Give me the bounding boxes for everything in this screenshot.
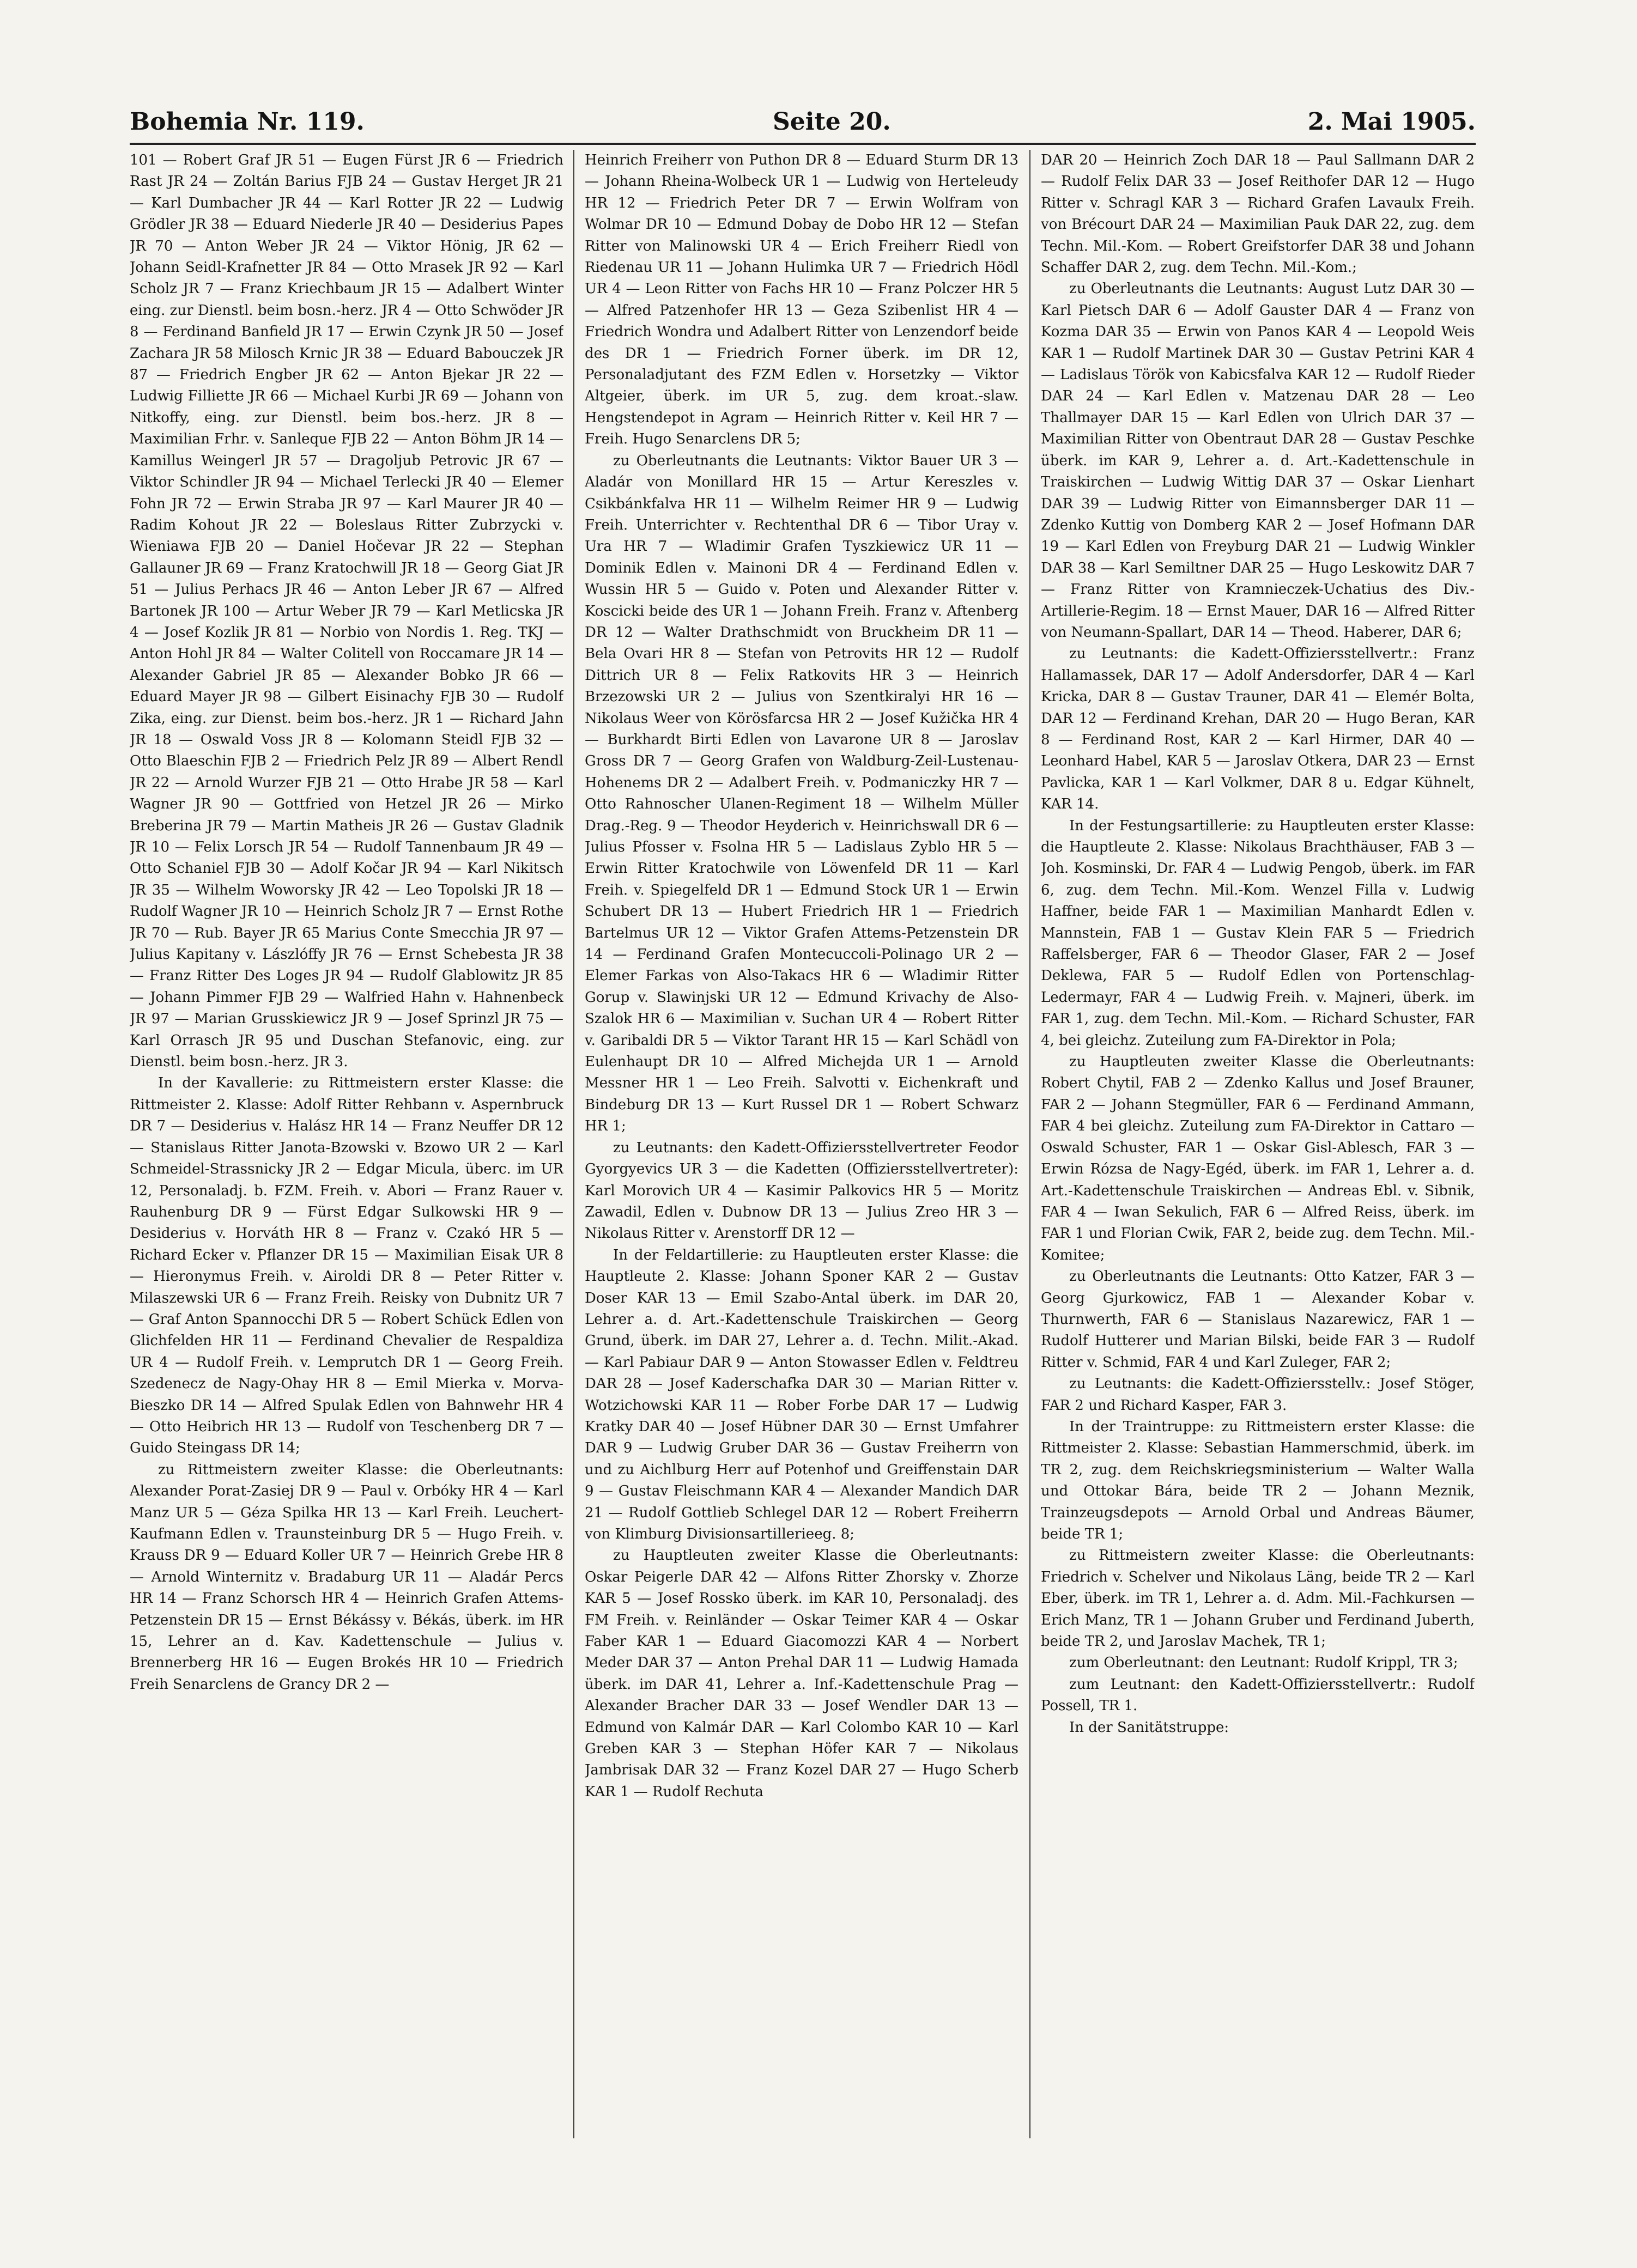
paragraph: zu Oberleutnants die Leutnants: August Lutz DAR 30 — Karl Pietsch DAR 6 — Adolf Gauster DAR 4 — Franz von Kozma DAR 35 — Erwin von Panos KAR 4 — Leopold Weis KAR 1 — Rudolf Martinek DAR 30 — Gustav Petrini KAR 4 — Ladislaus Török von Kabicsfalva KAR 12 — Rudolf Rieder DAR 24 — Karl Edlen v. Matzenau DAR 28 — Leo Thallmayer DAR 15 — Karl Edlen von Ulrich DAR 37 — Maximilian Ritter von Obentraut DAR 28 — Gustav Peschke überk. im KAR 9, Lehrer a. d. Art.-Kadettenschule in Traiskirchen — Ludwig Wittig DAR 37 — Oskar Lienhart DAR 39 — Ludwig Ritter von Eimannsberger DAR 11 — Zdenko Kuttig von Domberg KAR 2 — Josef Hofmann DAR 19 — Karl Edlen von Freyburg DAR 21 — Ludwig Winkler DAR 38 — Karl Semiltner DAR 25 — Hugo Leskowitz DAR 7 — Franz Ritter von Kramnieczek-Uchatius des Div.-Artillerie-Regim. 18 — Ernst Mauer, DAR 16 — Alfred Ritter von Neumann-Spallart, DAR 14 — Theod. Haberer, DAR 6; [1041, 281, 1475, 641]
paragraph: zum Leutnant: den Kadett-Offiziersstellvertr.: Rudolf Possell, TR 1. [1041, 1676, 1475, 1714]
page-header [130, 108, 1476, 146]
column-divider [1029, 150, 1030, 2138]
paragraph: zu Hauptleuten zweiter Klasse die Oberleutnants: Robert Chytil, FAB 2 — Zdenko Kallus und Josef Brauner, FAR 2 — Johann Stegmüller, FAR 6 — Ferdinand Ammann, FAR 4 bei gleichz. Zuteilung zum FA-Direktor in Cattaro — Oswald Schuster, FAR 1 — Oskar Gisl-Ablesch, FAR 3 — Erwin Rózsa de Nagy-Egéd, überk. im FAR 1, Lehrer a. d. Art.-Kadettenschule Traiskirchen — Andreas Ebl. v. Sibnik, FAR 4 — Iwan Sekulich, FAR 6 — Alfred Reiss, überk. im FAR 1 und Florian Cwik, FAR 2, beide zug. dem Techn. Mil.-Komitee; [1041, 1054, 1475, 1263]
publication-title: Bohemia Nr. 119. [130, 108, 365, 136]
paragraph: zu Hauptleuten zweiter Klasse die Oberleutnants: Oskar Peigerle DAR 42 — Alfons Ritter Zhorsky v. Zhorze KAR 5 — Josef Rossko überk. im KAR 10, Personaladj. des FM Freih. v. Reinländer — Oskar Teimer KAR 4 — Oskar Faber KAR 1 — Eduard Giacomozzi KAR 4 — Norbert Meder DAR 37 — Anton Prehal DAR 11 — Ludwig Hamada überk. im DAR 41, Lehrer a. Inf.-Kadettenschule Prag — Alexander Bracher DAR 33 — Josef Wendler DAR 13 — Edmund von Kalmár DAR — Karl Colombo KAR 10 — Karl Greben KAR 3 — Stephan Höfer KAR 7 — Nikolaus Jambrisak DAR 32 — Franz Kozel DAR 27 — Hugo Scherb KAR 1 — Rudolf Rechuta [585, 1547, 1018, 1800]
paragraph: zum Oberleutnant: den Leutnant: Rudolf Krippl, TR 3; [1069, 1655, 1458, 1671]
paragraph: zu Oberleutnants die Leutnants: Otto Katzer, FAR 3 — Georg Gjurkowicz, FAB 1 — Alexander Kobar v. Thurnwerth, FAR 6 — Stanislaus Nazarewicz, FAR 1 — Rudolf Hutterer und Marian Bilski, beide FAR 3 — Rudolf Ritter v. Schmid, FAR 4 und Karl Zuleger, FAR 2; [1041, 1268, 1475, 1371]
page-number: Seite 20. [773, 108, 891, 136]
paragraph: zu Rittmeistern zweiter Klasse: die Oberleutnants: Alexander Porat-Zasiej DR 9 — Paul v. Orbóky HR 4 — Karl Manz UR 5 — Géza Spilka HR 13 — Karl Freih. Leuchert-Kaufmann Edlen v. Traunsteinburg DR 5 — Hugo Freih. v. Krauss DR 9 — Eduard Koller UR 7 — Heinrich Grebe HR 8 — Arnold Winternitz v. Bradaburg UR 11 — Aladár Percs HR 14 — Franz Schorsch HR 4 — Heinrich Grafen Attems-Petzenstein DR 15 — Ernst Békássy v. Békás, überk. im HR 15, Lehrer an d. Kav. Kadettenschule — Julius v. Brennerberg HR 16 — Eugen Brokés HR 10 — Friedrich Freih Senarclens de Grancy DR 2 — [130, 1461, 563, 1693]
issue-date: 2. Mai 1905. [1307, 108, 1476, 136]
paragraph: In der Feldartillerie: zu Hauptleuten erster Klasse: die Hauptleute 2. Klasse: Johann Sponer KAR 2 — Gustav Doser KAR 13 — Emil Szabo-Antal überk. im DAR 20, Lehrer a. d. Art.-Kadettenschule Traiskirchen — Georg Grund, überk. im DAR 27, Lehrer a. d. Techn. Milit.-Akad. — Karl Pabiaur DAR 9 — Anton Stowasser Edlen v. Feldtreu DAR 28 — Josef Kaderschafka DAR 30 — Marian Ritter v. Wotzichowski KAR 11 — Rober Forbe DAR 17 — Ludwig Kratky DAR 40 — Josef Hübner DAR 30 — Ernst Umfahrer DAR 9 — Ludwig Gruber DAR 36 — Gustav Freiherrn von und zu Aichlburg Herr auf Potenhof und Greiffenstain DAR 9 — Gustav Fleischmann KAR 4 — Alexander Mandich DAR 21 — Rudolf Gottlieb Schlegel DAR 12 — Robert Freiherrn von Klimburg Divisionsartillerieeg. 8; [585, 1247, 1018, 1542]
paragraph: zu Rittmeistern zweiter Klasse: die Oberleutnants: Friedrich v. Schelver und Nikolaus Läng, beide TR 2 — Karl Eber, überk. im TR 1, Lehrer a. d. Adm. Mil.-Fachkursen — Erich Manz, TR 1 — Johann Gruber und Ferdinand Juberth, beide TR 2, und Jaroslav Machek, TR 1; [1041, 1547, 1475, 1650]
paragraph: zu Oberleutnants die Leutnants: Viktor Bauer UR 3 — Aladár von Monillard HR 15 — Artur Kereszles v. Csikbánkfalva HR 11 — Wilhelm Reimer HR 9 — Ludwig Freih. Unterrichter v. Rechtenthal DR 6 — Tibor Uray v. Ura HR 7 — Wladimir Grafen Tyszkiewicz UR 11 — Dominik Edlen v. Mainoni DR 4 — Ferdinand Edlen v. Wussin HR 5 — Guido v. Poten und Alexander Ritter v. Koscicki beide des UR 1 — Johann Freih. Franz v. Aftenberg DR 12 — Walter Drathschmidt von Bruckheim DR 11 — Bela Ovari HR 8 — Stefan von Petrovits HR 12 — Rudolf Dittrich UR 8 — Felix Ratkovits HR 3 — Heinrich Brzezowski UR 2 — Julius von Szentkiralyi HR 16 — Nikolaus Weer von Körösfarcsa HR 2 — Josef Kužička HR 4 — Burkhardt Birti Edlen von Lavarone UR 8 — Jaroslav Gross DR 7 — Georg Grafen von Waldburg-Zeil-Lustenau-Hohenems DR 2 — Adalbert Freih. v. Podmaniczky HR 7 — Otto Rahnoscher Ulanen-Regiment 18 — Wilhelm Müller Drag.-Reg. 9 — Theodor Heyderich v. Heinrichswall DR 6 — Julius Pfosser v. Fsolna HR 5 — Ladislaus Zyblo HR 5 — Erwin Ritter Kratochwile von Löwenfeld DR 11 — Karl Freih. v. Spiegelfeld DR 1 — Edmund Stock UR 1 — Erwin Schubert DR 13 — Hubert Friedrich HR 1 — Friedrich Bartelmus UR 12 — Viktor Grafen Attems-Petzenstein DR 14 — Ferdinand Grafen Montecuccoli-Polinago UR 2 — Elemer Farkas von Also-Takacs HR 6 — Wladimir Ritter Gorup v. Slawinjski UR 12 — Edmund Krivachy de Also-Szalok HR 6 — Maximilian v. Suchan UR 4 — Robert Ritter v. Garibaldi DR 5 — Viktor Tarant HR 15 — Karl Schädl von Eulenhaupt DR 10 — Alfred Michejda UR 1 — Arnold Messner HR 1 — Leo Freih. Salvotti v. Eichenkraft und Bindeburg DR 13 — Kurt Russel DR 1 — Robert Schwarz HR 1; [585, 452, 1018, 1135]
text-column-3 [1041, 150, 1475, 2133]
paragraph: In der Sanitätstruppe: [1069, 1719, 1229, 1736]
paragraph: In der Traintruppe: zu Rittmeistern erster Klasse: die Rittmeister 2. Klasse: Sebastian Hammerschmid, überk. im TR 2, zug. dem Reichskriegsministerium — Walter Walla und Ottokar Bára, beide TR 2 — Johann Meznik, Trainzeugsdepots — Arnold Orbal und Andreas Bäumer, beide TR 1; [1041, 1418, 1475, 1542]
text-column-2 [585, 150, 1018, 2133]
paragraph: zu Leutnants: den Kadett-Offiziersstellvertreter Feodor Gyorgyevics UR 3 — die Kadetten (Offiziersstellvertreter): Karl Morovich UR 4 — Kasimir Palkovics HR 5 — Moritz Zawadil, Edlen v. Dubnow DR 13 — Julius Zreo HR 3 — Nikolaus Ritter v. Arenstorff DR 12 — [585, 1139, 1018, 1242]
column-divider [573, 150, 574, 2138]
header-divider [130, 143, 1476, 145]
paragraph: DAR 20 — Heinrich Zoch DAR 18 — Paul Sallmann DAR 2 — Rudolf Felix DAR 33 — Josef Reithofer DAR 12 — Hugo Ritter v. Schragl KAR 3 — Richard Grafen Lavaulx Freih. von Brécourt DAR 24 — Maximilian Pauk DAR 22, zug. dem Techn. Mil.-Kom. — Robert Greifstorfer DAR 38 und Johann Schaffer DAR 2, zug. dem Techn. Mil.-Kom.; [1041, 152, 1475, 276]
paragraph: In der Festungsartillerie: zu Hauptleuten erster Klasse: die Hauptleute 2. Klasse: Nikolaus Brachthäuser, FAB 3 — Joh. Kosminski, Dr. FAR 4 — Ludwig Pengob, überk. im FAR 6, zug. dem Techn. Mil.-Kom. Wenzel Filla v. Ludwig Haffner, beide FAR 1 — Maximilian Manhardt Edlen v. Mannstein, FAB 1 — Gustav Klein FAR 5 — Friedrich Raffelsberger, FAR 6 — Theodor Glaser, FAR 2 — Josef Deklewa, FAR 5 — Rudolf Edlen von Portenschlag-Ledermayr, FAR 4 — Ludwig Freih. v. Majneri, überk. im FAR 1, zug. dem Techn. Mil.-Kom. — Richard Schuster, FAR 4, bei gleichz. Zuteilung zum FA-Direktor in Pola; [1041, 817, 1475, 1049]
paragraph: zu Leutnants: die Kadett-Offiziersstellvertr.: Franz Hallamassek, DAR 17 — Adolf Andersdorfer, DAR 4 — Karl Kricka, DAR 8 — Gustav Trauner, DAR 41 — Elemér Bolta, DAR 12 — Ferdinand Krehan, DAR 20 — Hugo Beran, KAR 8 — Ferdinand Rost, KAR 2 — Karl Hirmer, DAR 40 — Leonhard Habel, KAR 5 — Jaroslav Otkera, DAR 23 — Ernst Pavlicka, KAR 1 — Karl Volkmer, DAR 8 u. Edgar Kühnelt, KAR 14. [1041, 646, 1475, 813]
paragraph: Heinrich Freiherr von Puthon DR 8 — Eduard Sturm DR 13 — Johann Rheina-Wolbeck UR 1 — Ludwig von Herteleudy HR 12 — Friedrich Peter DR 7 — Erwin Wolfram von Wolmar DR 10 — Edmund Dobay de Dobo HR 12 — Stefan Ritter von Malinowski UR 4 — Erich Freiherr Riedl von Riedenau UR 11 — Johann Hulimka UR 7 — Friedrich Hödl UR 4 — Leon Ritter von Fachs HR 10 — Franz Polczer HR 5 — Alfred Patzenhofer HR 13 — Geza Szibenlist HR 4 — Friedrich Wondra und Adalbert Ritter von Lenzendorf beide des DR 1 — Friedrich Forner überk. im DR 12, Personaladjutant des FZM Edlen v. Horsetzky — Viktor Altgeier, überk. im UR 5, zug. dem kroat.-slaw. Hengstendepot in Agram — Heinrich Ritter v. Keil HR 7 — Freih. Hugo Senarclens DR 5; [585, 152, 1018, 448]
text-column-1 [130, 150, 563, 2133]
paragraph: 101 — Robert Graf JR 51 — Eugen Fürst JR 6 — Friedrich Rast JR 24 — Zoltán Barius FJB 24 — Gustav Herget JR 21 — Karl Dumbacher JR 44 — Karl Rotter JR 22 — Ludwig Grödler JR 38 — Eduard Niederle JR 40 — Desiderius Papes JR 70 — Anton Weber JR 24 — Viktor Hönig, JR 62 — Johann Seidl-Krafnetter JR 84 — Otto Mrasek JR 92 — Karl Scholz JR 7 — Franz Kriechbaum JR 15 — Adalbert Winter eing. zur Dienstl. beim bosn.-herz. JR 4 — Otto Schwöder JR 8 — Ferdinand Banfield JR 17 — Erwin Czynk JR 50 — Josef Zachara JR 58 Milosch Krnic JR 38 — Eduard Babouczek JR 87 — Friedrich Engber JR 62 — Anton Bjekar JR 22 — Ludwig Filliette JR 66 — Michael Kurbi JR 69 — Johann von Nitkoffy, eing. zur Dienstl. beim bos.-herz. JR 8 — Maximilian Frhr. v. Sanleque FJB 22 — Anton Böhm JR 14 — Kamillus Weingerl JR 57 — Dragoljub Petrovic JR 67 — Viktor Schindler JR 94 — Michael Terlecki JR 40 — Elemer Fohn JR 72 — Erwin Straba JR 97 — Karl Maurer JR 40 — Radim Kohout JR 22 — Boleslaus Ritter Zubrzycki v. Wieniawa FJB 20 — Daniel Hočevar JR 22 — Stephan Gallauner JR 69 — Franz Kratochwill JR 18 — Georg Giat JR 51 — Julius Perhacs JR 46 — Anton Leber JR 67 — Alfred Bartonek JR 100 — Artur Weber JR 79 — Karl Metlicska JR 4 — Josef Kozlik JR 81 — Norbio von Nordis 1. Reg. TKJ — Anton Hohl JR 84 — Walter Colitell von Roccamare JR 14 — Alexander Gabriel JR 85 — Alexander Bobko JR 66 — Eduard Mayer JR 98 — Gilbert Eisinachy FJB 30 — Rudolf Zika, eing. zur Dienst. beim bos.-herz. JR 1 — Richard Jahn JR 18 — Oswald Voss JR 8 — Kolomann Steidl FJB 32 — Otto Blaeschin FJB 2 — Friedrich Pelz JR 89 — Albert Rendl JR 22 — Arnold Wurzer FJB 21 — Otto Hrabe JR 58 — Karl Wagner JR 90 — Gottfried von Hetzel JR 26 — Mirko Breberina JR 79 — Martin Matheis JR 26 — Gustav Gladnik JR 10 — Felix Lorsch JR 54 — Rudolf Tannenbaum JR 49 — Otto Schaniel FJB 30 — Adolf Kočar JR 94 — Karl Nikitsch JR 35 — Wilhelm Woworsky JR 42 — Leo Topolski JR 18 — Rudolf Wagner JR 10 — Heinrich Scholz JR 7 — Ernst Rothe JR 70 — Rub. Bayer JR 65 Marius Conte Smecchia JR 97 — Julius Kapitany v. Lászlóffy JR 76 — Ernst Schebesta JR 38 — Franz Ritter Des Loges JR 94 — Rudolf Glablowitz JR 85 — Johann Pimmer FJB 29 — Walfried Hahn v. Hahnenbeck JR 97 — Marian Grusskiewicz JR 9 — Josef Sprinzl JR 75 — Karl Orrasch JR 95 und Duschan Stefanovic, eing. zur Dienstl. beim bosn.-herz. JR 3. [130, 152, 563, 1071]
paragraph: In der Kavallerie: zu Rittmeistern erster Klasse: die Rittmeister 2. Klasse: Adolf Ritter Rehbann v. Aspernbruck DR 7 — Desiderius v. Halász HR 14 — Franz Neuffer DR 12 — Stanislaus Ritter Janota-Bzowski v. Bzowo UR 2 — Karl Schmeidel-Strassnicky JR 2 — Edgar Micula, überc. im UR 12, Personaladj. b. FZM. Freih. v. Abori — Franz Rauer v. Rauhenburg DR 9 — Fürst Edgar Sulkowski HR 9 — Desiderius v. Horváth HR 8 — Franz v. Czakó HR 5 — Richard Ecker v. Pflanzer DR 15 — Maximilian Eisak UR 8 — Hieronymus Freih. v. Airoldi DR 8 — Peter Ritter v. Milaszewski UR 6 — Franz Freih. Reisky von Dubnitz UR 7 — Graf Anton Spannocchi DR 5 — Robert Schück Edlen von Glichfelden HR 11 — Ferdinand Chevalier de Respaldiza UR 4 — Rudolf Freih. v. Lemprutch DR 1 — Georg Freih. Szedenecz de Nagy-Ohay HR 8 — Emil Mierka v. Morva-Bieszko DR 14 — Alfred Spulak Edlen von Bahnwehr HR 4 — Otto Heibrich HR 13 — Rudolf von Teschenberg DR 7 — Guido Steingass DR 14; [130, 1075, 563, 1457]
paragraph: zu Leutnants: die Kadett-Offiziersstellv.: Josef Stöger, FAR 2 und Richard Kasper, FAR 3. [1041, 1376, 1475, 1414]
